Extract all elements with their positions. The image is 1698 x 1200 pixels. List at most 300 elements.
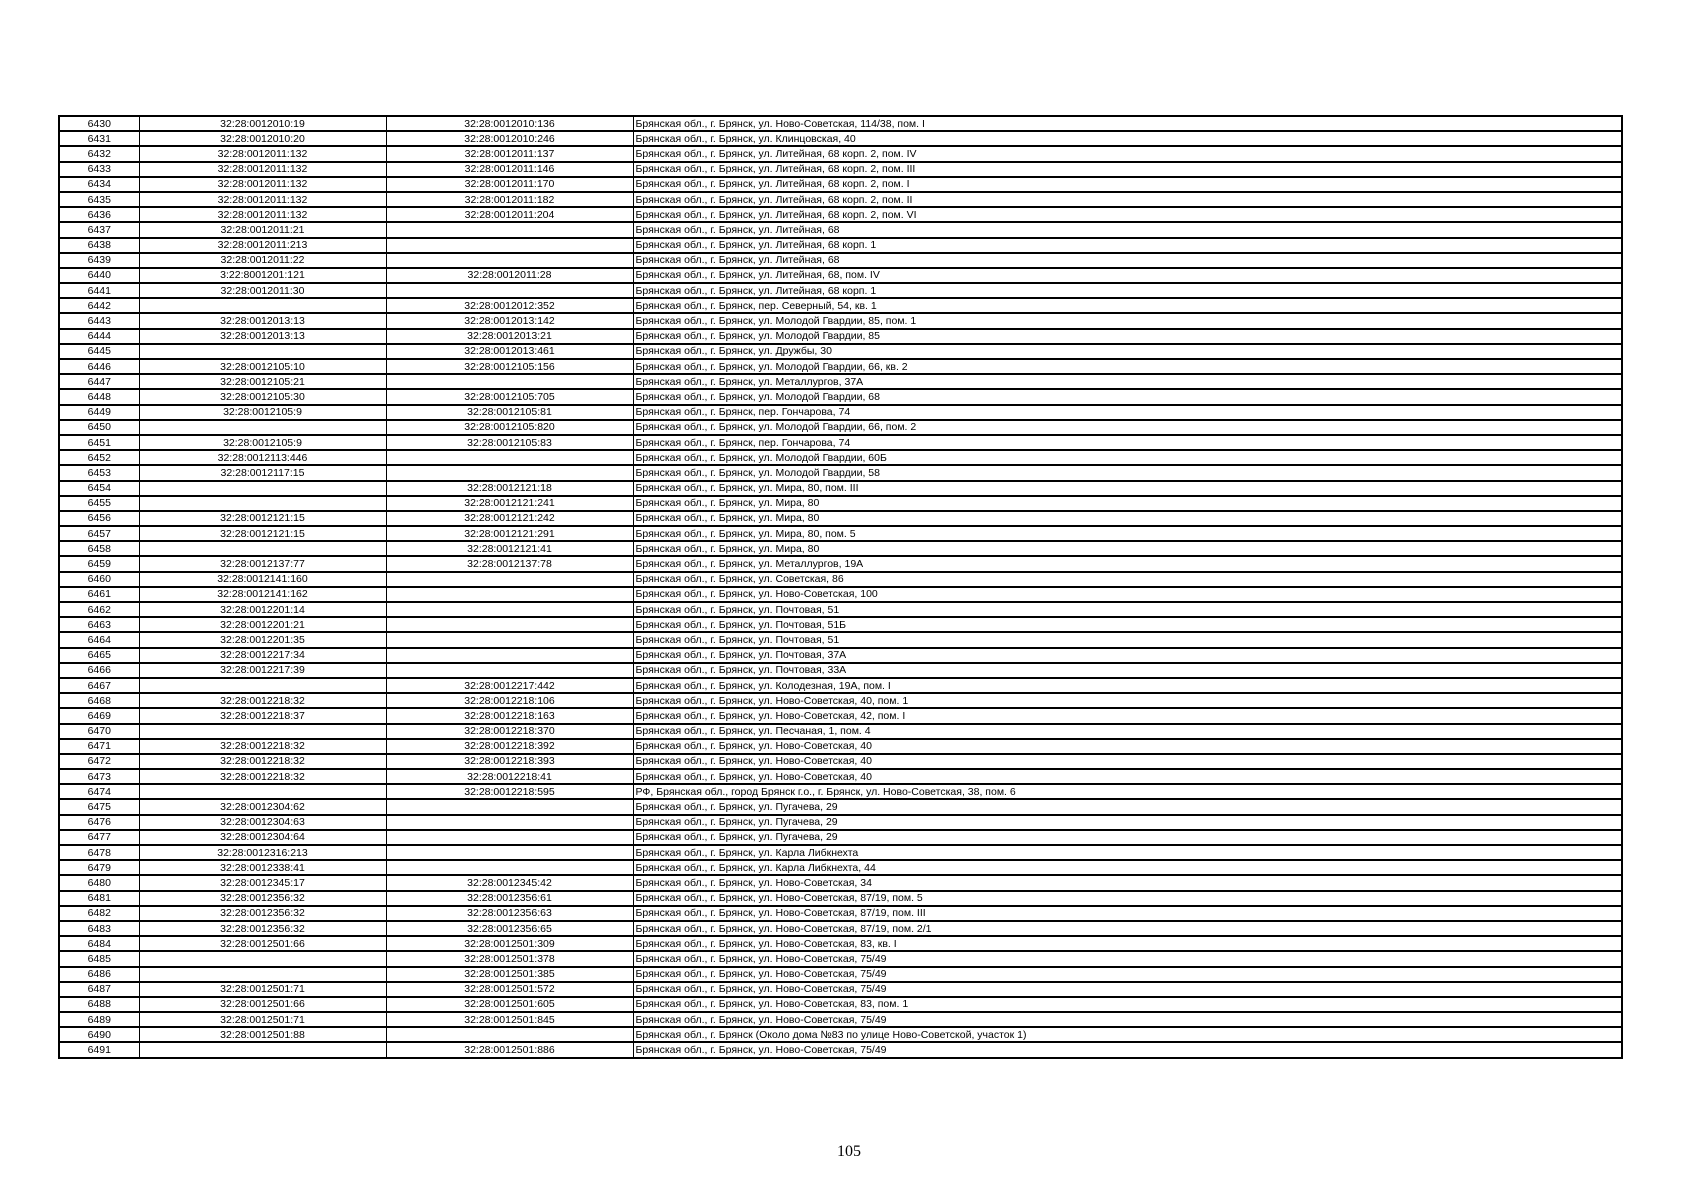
row-number-cell: 6457 [59,526,139,541]
land-cadastral-number-cell: 32:28:0012501:71 [139,1012,386,1027]
land-cadastral-number-cell: 32:28:0012217:34 [139,648,386,663]
table-row [59,906,1622,921]
row-number-cell: 6461 [59,587,139,602]
row-number-cell: 6480 [59,875,139,890]
address-cell: Брянская обл., г. Брянск, ул. Молодой Гвардии, 68 [633,389,1622,404]
row-number-cell: 6459 [59,556,139,571]
table-row [59,708,1622,723]
row-number-cell: 6468 [59,693,139,708]
row-number-cell: 6448 [59,389,139,404]
object-cadastral-number-cell: 32:28:0012121:18 [386,481,633,496]
object-cadastral-number-cell [386,1027,633,1042]
address-cell: Брянская обл., г. Брянск, ул. Песчаная, 1, пом. 4 [633,724,1622,739]
land-cadastral-number-cell: 32:28:0012141:162 [139,587,386,602]
table-row [59,784,1622,799]
row-number-cell: 6433 [59,162,139,177]
table-row [59,222,1622,237]
object-cadastral-number-cell: 32:28:0012011:204 [386,207,633,222]
address-cell: Брянская обл., г. Брянск, ул. Металлургов, 19А [633,556,1622,571]
table-row [59,739,1622,754]
table-row [59,253,1622,268]
object-cadastral-number-cell: 32:28:0012356:61 [386,891,633,906]
land-cadastral-number-cell: 32:28:0012011:213 [139,238,386,253]
address-cell: Брянская обл., г. Брянск, ул. Дружбы, 30 [633,344,1622,359]
land-cadastral-number-cell [139,344,386,359]
object-cadastral-number-cell: 32:28:0012218:41 [386,769,633,784]
land-cadastral-number-cell: 32:28:0012010:20 [139,131,386,146]
address-cell: Брянская обл., г. Брянск, ул. Советская, 86 [633,572,1622,587]
land-cadastral-number-cell: 32:28:0012121:15 [139,511,386,526]
land-cadastral-number-cell: 32:28:0012141:160 [139,572,386,587]
land-cadastral-number-cell: 32:28:0012501:71 [139,982,386,997]
table-row [59,724,1622,739]
address-cell: Брянская обл., г. Брянск, пер. Северный, 54, кв. 1 [633,298,1622,313]
page-number: 105 [837,1143,861,1160]
land-cadastral-number-cell: 32:28:0012105:21 [139,374,386,389]
table-row [59,754,1622,769]
row-number-cell: 6441 [59,283,139,298]
address-cell: Брянская обл., г. Брянск, ул. Почтовая, 51 [633,632,1622,647]
address-cell: Брянская обл., г. Брянск, ул. Карла Либкнехта [633,845,1622,860]
object-cadastral-number-cell [386,222,633,237]
object-cadastral-number-cell: 32:28:0012105:156 [386,359,633,374]
land-cadastral-number-cell: 32:28:0012013:13 [139,313,386,328]
row-number-cell: 6443 [59,313,139,328]
object-cadastral-number-cell [386,465,633,480]
address-cell: Брянская обл., г. Брянск, ул. Ново-Советская, 87/19, пом. 2/1 [633,921,1622,936]
row-number-cell: 6474 [59,784,139,799]
table-row [59,678,1622,693]
row-number-cell: 6436 [59,207,139,222]
address-cell: Брянская обл., г. Брянск, ул. Молодой Гвардии, 58 [633,465,1622,480]
table-row [59,663,1622,678]
address-cell: Брянская обл., г. Брянск, ул. Молодой Гвардии, 66, кв. 2 [633,359,1622,374]
row-number-cell: 6470 [59,724,139,739]
table-row [59,420,1622,435]
table-row [59,572,1622,587]
object-cadastral-number-cell: 32:28:0012501:378 [386,951,633,966]
object-cadastral-number-cell: 32:28:0012218:393 [386,754,633,769]
object-cadastral-number-cell [386,815,633,830]
object-cadastral-number-cell: 32:28:0012121:291 [386,526,633,541]
row-number-cell: 6452 [59,450,139,465]
object-cadastral-number-cell: 32:28:0012217:442 [386,678,633,693]
land-cadastral-number-cell: 32:28:0012113:446 [139,450,386,465]
address-cell: Брянская обл., г. Брянск, ул. Молодой Гвардии, 60Б [633,450,1622,465]
row-number-cell: 6434 [59,177,139,192]
table-row [59,951,1622,966]
table-row [59,238,1622,253]
land-cadastral-number-cell [139,1042,386,1057]
address-cell: Брянская обл., г. Брянск, ул. Мира, 80 [633,496,1622,511]
object-cadastral-number-cell: 32:28:0012105:820 [386,420,633,435]
object-cadastral-number-cell [386,450,633,465]
land-cadastral-number-cell: 32:28:0012013:13 [139,329,386,344]
land-cadastral-number-cell [139,724,386,739]
row-number-cell: 6467 [59,678,139,693]
land-cadastral-number-cell [139,481,386,496]
land-cadastral-number-cell [139,678,386,693]
address-cell: Брянская обл., г. Брянск, ул. Клинцовская, 40 [633,131,1622,146]
row-number-cell: 6437 [59,222,139,237]
object-cadastral-number-cell: 32:28:0012501:309 [386,936,633,951]
row-number-cell: 6469 [59,708,139,723]
row-number-cell: 6447 [59,374,139,389]
land-cadastral-number-cell: 32:28:0012304:63 [139,815,386,830]
land-cadastral-number-cell [139,420,386,435]
row-number-cell: 6442 [59,298,139,313]
table-row [59,374,1622,389]
object-cadastral-number-cell: 32:28:0012121:242 [386,511,633,526]
object-cadastral-number-cell [386,572,633,587]
row-number-cell: 6489 [59,1012,139,1027]
row-number-cell: 6476 [59,815,139,830]
object-cadastral-number-cell: 32:28:0012011:137 [386,146,633,161]
land-cadastral-number-cell: 32:28:0012304:62 [139,799,386,814]
address-cell: Брянская обл., г. Брянск, ул. Ново-Советская, 87/19, пом. 5 [633,891,1622,906]
land-cadastral-number-cell: 32:28:0012011:132 [139,146,386,161]
table-row [59,481,1622,496]
object-cadastral-number-cell: 32:28:0012345:42 [386,875,633,890]
address-cell: Брянская обл., г. Брянск, ул. Ново-Советская, 75/49 [633,1042,1622,1057]
address-cell: Брянская обл., г. Брянск, ул. Литейная, 68 [633,253,1622,268]
address-cell: Брянская обл., г. Брянск, ул. Ново-Советская, 40 [633,739,1622,754]
land-cadastral-number-cell: 32:28:0012316:213 [139,845,386,860]
land-cadastral-number-cell: 32:28:0012011:132 [139,192,386,207]
row-number-cell: 6432 [59,146,139,161]
object-cadastral-number-cell: 32:28:0012013:461 [386,344,633,359]
row-number-cell: 6486 [59,967,139,982]
object-cadastral-number-cell: 32:28:0012105:81 [386,405,633,420]
table-row [59,875,1622,890]
address-cell: Брянская обл., г. Брянск, ул. Ново-Советская, 42, пом. I [633,708,1622,723]
land-cadastral-number-cell: 32:28:0012121:15 [139,526,386,541]
address-cell: Брянская обл., г. Брянск, ул. Ново-Советская, 40 [633,754,1622,769]
address-cell: Брянская обл., г. Брянск, ул. Мира, 80 [633,541,1622,556]
table-row [59,465,1622,480]
row-number-cell: 6479 [59,860,139,875]
land-cadastral-number-cell: 32:28:0012011:30 [139,283,386,298]
land-cadastral-number-cell: 32:28:0012201:21 [139,617,386,632]
address-cell: Брянская обл., г. Брянск, ул. Ново-Советская, 75/49 [633,967,1622,982]
table-row [59,389,1622,404]
table-row [59,450,1622,465]
row-number-cell: 6472 [59,754,139,769]
object-cadastral-number-cell [386,587,633,602]
table-row [59,830,1622,845]
address-cell: Брянская обл., г. Брянск, ул. Ново-Советская, 87/19, пом. III [633,906,1622,921]
object-cadastral-number-cell: 32:28:0012137:78 [386,556,633,571]
row-number-cell: 6453 [59,465,139,480]
address-cell: Брянская обл., г. Брянск, ул. Ново-Советская, 40, пом. 1 [633,693,1622,708]
table-row [59,435,1622,450]
address-cell: Брянская обл., г. Брянск, ул. Литейная, 68 корп. 2, пом. I [633,177,1622,192]
row-number-cell: 6473 [59,769,139,784]
land-cadastral-number-cell: 32:28:0012011:132 [139,207,386,222]
row-number-cell: 6460 [59,572,139,587]
address-cell: Брянская обл., г. Брянск, пер. Гончарова, 74 [633,405,1622,420]
address-cell: Брянская обл., г. Брянск, ул. Литейная, 68 [633,222,1622,237]
land-cadastral-number-cell: 32:28:0012201:14 [139,602,386,617]
land-cadastral-number-cell: 32:28:0012356:32 [139,921,386,936]
address-cell: Брянская обл., г. Брянск (Около дома №83 по улице Ново-Советской, участок 1) [633,1027,1622,1042]
address-cell: Брянская обл., г. Брянск, ул. Карла Либкнехта, 44 [633,860,1622,875]
object-cadastral-number-cell: 32:28:0012010:246 [386,131,633,146]
row-number-cell: 6456 [59,511,139,526]
address-cell: Брянская обл., г. Брянск, ул. Ново-Советская, 100 [633,587,1622,602]
address-cell: Брянская обл., г. Брянск, ул. Мира, 80, пом. III [633,481,1622,496]
object-cadastral-number-cell: 32:28:0012501:845 [386,1012,633,1027]
object-cadastral-number-cell: 32:28:0012105:705 [386,389,633,404]
row-number-cell: 6454 [59,481,139,496]
object-cadastral-number-cell [386,374,633,389]
object-cadastral-number-cell [386,253,633,268]
table-row [59,146,1622,161]
row-number-cell: 6482 [59,906,139,921]
land-cadastral-number-cell: 32:28:0012137:77 [139,556,386,571]
row-number-cell: 6446 [59,359,139,374]
table-row [59,860,1622,875]
address-cell: Брянская обл., г. Брянск, ул. Литейная, 68 корп. 2, пом. VI [633,207,1622,222]
table-row [59,116,1622,131]
land-cadastral-number-cell: 32:28:0012011:132 [139,162,386,177]
land-cadastral-number-cell: 32:28:0012304:64 [139,830,386,845]
row-number-cell: 6451 [59,435,139,450]
object-cadastral-number-cell [386,648,633,663]
land-cadastral-number-cell: 32:28:0012217:39 [139,663,386,678]
table-row [59,344,1622,359]
address-cell: Брянская обл., г. Брянск, ул. Металлургов, 37А [633,374,1622,389]
object-cadastral-number-cell [386,860,633,875]
address-cell: Брянская обл., г. Брянск, ул. Молодой Гвардии, 66, пом. 2 [633,420,1622,435]
land-cadastral-number-cell: 32:28:0012105:9 [139,405,386,420]
object-cadastral-number-cell: 32:28:0012011:28 [386,268,633,283]
row-number-cell: 6483 [59,921,139,936]
land-cadastral-number-cell: 32:28:0012218:32 [139,754,386,769]
object-cadastral-number-cell [386,602,633,617]
row-number-cell: 6431 [59,131,139,146]
land-cadastral-number-cell [139,967,386,982]
object-cadastral-number-cell [386,845,633,860]
land-cadastral-number-cell: 32:28:0012218:37 [139,708,386,723]
object-cadastral-number-cell: 32:28:0012010:136 [386,116,633,131]
table-row [59,1012,1622,1027]
land-cadastral-number-cell [139,541,386,556]
land-cadastral-number-cell [139,784,386,799]
address-cell: Брянская обл., г. Брянск, ул. Почтовая, 37А [633,648,1622,663]
object-cadastral-number-cell: 32:28:0012011:182 [386,192,633,207]
row-number-cell: 6471 [59,739,139,754]
table-row [59,511,1622,526]
address-cell: Брянская обл., г. Брянск, ул. Мира, 80 [633,511,1622,526]
table-row [59,617,1622,632]
address-cell: Брянская обл., г. Брянск, ул. Ново-Советская, 75/49 [633,1012,1622,1027]
row-number-cell: 6449 [59,405,139,420]
land-cadastral-number-cell: 32:28:0012105:30 [139,389,386,404]
object-cadastral-number-cell: 32:28:0012501:605 [386,997,633,1012]
table-row [59,526,1622,541]
table-row [59,359,1622,374]
land-cadastral-number-cell: 32:28:0012117:15 [139,465,386,480]
table-row [59,648,1622,663]
address-cell: Брянская обл., г. Брянск, ул. Почтовая, 51Б [633,617,1622,632]
address-cell: Брянская обл., г. Брянск, ул. Почтовая, 51 [633,602,1622,617]
table-row [59,632,1622,647]
table-row [59,1042,1622,1057]
table-row [59,283,1622,298]
land-cadastral-number-cell: 32:28:0012105:9 [139,435,386,450]
object-cadastral-number-cell [386,799,633,814]
row-number-cell: 6465 [59,648,139,663]
row-number-cell: 6462 [59,602,139,617]
table-row [59,982,1622,997]
row-number-cell: 6484 [59,936,139,951]
address-cell: РФ, Брянская обл., город Брянск г.о., г. Брянск, ул. Ново-Советская, 38, пом. 6 [633,784,1622,799]
land-cadastral-number-cell: 32:28:0012011:21 [139,222,386,237]
row-number-cell: 6464 [59,632,139,647]
address-cell: Брянская обл., г. Брянск, ул. Ново-Советская, 75/49 [633,951,1622,966]
table-row [59,769,1622,784]
land-cadastral-number-cell: 32:28:0012345:17 [139,875,386,890]
row-number-cell: 6481 [59,891,139,906]
row-number-cell: 6440 [59,268,139,283]
address-cell: Брянская обл., г. Брянск, ул. Пугачева, 29 [633,830,1622,845]
row-number-cell: 6445 [59,344,139,359]
object-cadastral-number-cell: 32:28:0012121:241 [386,496,633,511]
table-row [59,556,1622,571]
object-cadastral-number-cell: 32:28:0012501:572 [386,982,633,997]
address-cell: Брянская обл., г. Брянск, ул. Литейная, 68, пом. IV [633,268,1622,283]
row-number-cell: 6444 [59,329,139,344]
address-cell: Брянская обл., г. Брянск, ул. Молодой Гвардии, 85 [633,329,1622,344]
land-cadastral-number-cell: 32:28:0012501:66 [139,936,386,951]
table-row [59,997,1622,1012]
object-cadastral-number-cell: 32:28:0012356:63 [386,906,633,921]
row-number-cell: 6439 [59,253,139,268]
land-cadastral-number-cell [139,951,386,966]
object-cadastral-number-cell: 32:28:0012356:65 [386,921,633,936]
table-row [59,1027,1622,1042]
table-row [59,329,1622,344]
land-cadastral-number-cell: 32:28:0012011:22 [139,253,386,268]
row-number-cell: 6475 [59,799,139,814]
land-cadastral-number-cell: 32:28:0012501:66 [139,997,386,1012]
table-row [59,496,1622,511]
table-row [59,207,1622,222]
table-row [59,405,1622,420]
table-row [59,177,1622,192]
object-cadastral-number-cell [386,663,633,678]
table-row [59,192,1622,207]
row-number-cell: 6430 [59,116,139,131]
row-number-cell: 6466 [59,663,139,678]
address-cell: Брянская обл., г. Брянск, ул. Литейная, 68 корп. 2, пом. IV [633,146,1622,161]
row-number-cell: 6477 [59,830,139,845]
address-cell: Брянская обл., г. Брянск, ул. Пугачева, 29 [633,815,1622,830]
object-cadastral-number-cell: 32:28:0012121:41 [386,541,633,556]
table-row [59,541,1622,556]
table-row [59,602,1622,617]
object-cadastral-number-cell: 32:28:0012013:142 [386,313,633,328]
object-cadastral-number-cell: 32:28:0012501:886 [386,1042,633,1057]
land-cadastral-number-cell: 32:28:0012338:41 [139,860,386,875]
object-cadastral-number-cell: 32:28:0012218:595 [386,784,633,799]
table-row [59,845,1622,860]
row-number-cell: 6438 [59,238,139,253]
address-cell: Брянская обл., г. Брянск, ул. Ново-Советская, 83, кв. I [633,936,1622,951]
land-cadastral-number-cell [139,298,386,313]
object-cadastral-number-cell: 32:28:0012218:370 [386,724,633,739]
address-cell: Брянская обл., г. Брянск, ул. Молодой Гвардии, 85, пом. 1 [633,313,1622,328]
address-cell: Брянская обл., г. Брянск, пер. Гончарова, 74 [633,435,1622,450]
land-cadastral-number-cell: 32:28:0012218:32 [139,739,386,754]
land-cadastral-number-cell: 32:28:0012105:10 [139,359,386,374]
row-number-cell: 6450 [59,420,139,435]
address-cell: Брянская обл., г. Брянск, ул. Литейная, 68 корп. 2, пом. II [633,192,1622,207]
land-cadastral-number-cell: 32:28:0012201:35 [139,632,386,647]
table-row [59,268,1622,283]
row-number-cell: 6487 [59,982,139,997]
object-cadastral-number-cell [386,238,633,253]
land-cadastral-number-cell: 32:28:0012501:88 [139,1027,386,1042]
address-cell: Брянская обл., г. Брянск, ул. Мира, 80, пом. 5 [633,526,1622,541]
address-cell: Брянская обл., г. Брянск, ул. Ново-Советская, 34 [633,875,1622,890]
row-number-cell: 6488 [59,997,139,1012]
table-row [59,936,1622,951]
object-cadastral-number-cell [386,283,633,298]
address-cell: Брянская обл., г. Брянск, ул. Пугачева, 29 [633,799,1622,814]
address-cell: Брянская обл., г. Брянск, ул. Колодезная, 19А, пом. I [633,678,1622,693]
row-number-cell: 6455 [59,496,139,511]
table-row [59,891,1622,906]
object-cadastral-number-cell: 32:28:0012501:385 [386,967,633,982]
table-row [59,587,1622,602]
object-cadastral-number-cell [386,632,633,647]
object-cadastral-number-cell: 32:28:0012011:170 [386,177,633,192]
table-row [59,967,1622,982]
address-cell: Брянская обл., г. Брянск, ул. Литейная, 68 корп. 2, пом. III [633,162,1622,177]
row-number-cell: 6478 [59,845,139,860]
table-row [59,815,1622,830]
address-cell: Брянская обл., г. Брянск, ул. Литейная, 68 корп. 1 [633,283,1622,298]
object-cadastral-number-cell: 32:28:0012218:392 [386,739,633,754]
table-row [59,799,1622,814]
row-number-cell: 6463 [59,617,139,632]
table-row [59,921,1622,936]
table-row [59,131,1622,146]
table-row [59,693,1622,708]
object-cadastral-number-cell: 32:28:0012218:106 [386,693,633,708]
land-cadastral-number-cell: 32:28:0012356:32 [139,906,386,921]
object-cadastral-number-cell: 32:28:0012011:146 [386,162,633,177]
land-cadastral-number-cell: 3:22:8001201:121 [139,268,386,283]
object-cadastral-number-cell [386,830,633,845]
registry-table [58,115,1623,1059]
object-cadastral-number-cell [386,617,633,632]
row-number-cell: 6491 [59,1042,139,1057]
land-cadastral-number-cell: 32:28:0012218:32 [139,769,386,784]
land-cadastral-number-cell: 32:28:0012218:32 [139,693,386,708]
object-cadastral-number-cell: 32:28:0012105:83 [386,435,633,450]
row-number-cell: 6490 [59,1027,139,1042]
table-row [59,162,1622,177]
row-number-cell: 6458 [59,541,139,556]
address-cell: Брянская обл., г. Брянск, ул. Ново-Советская, 40 [633,769,1622,784]
object-cadastral-number-cell: 32:28:0012012:352 [386,298,633,313]
land-cadastral-number-cell: 32:28:0012356:32 [139,891,386,906]
address-cell: Брянская обл., г. Брянск, ул. Ново-Советская, 75/49 [633,982,1622,997]
land-cadastral-number-cell [139,496,386,511]
